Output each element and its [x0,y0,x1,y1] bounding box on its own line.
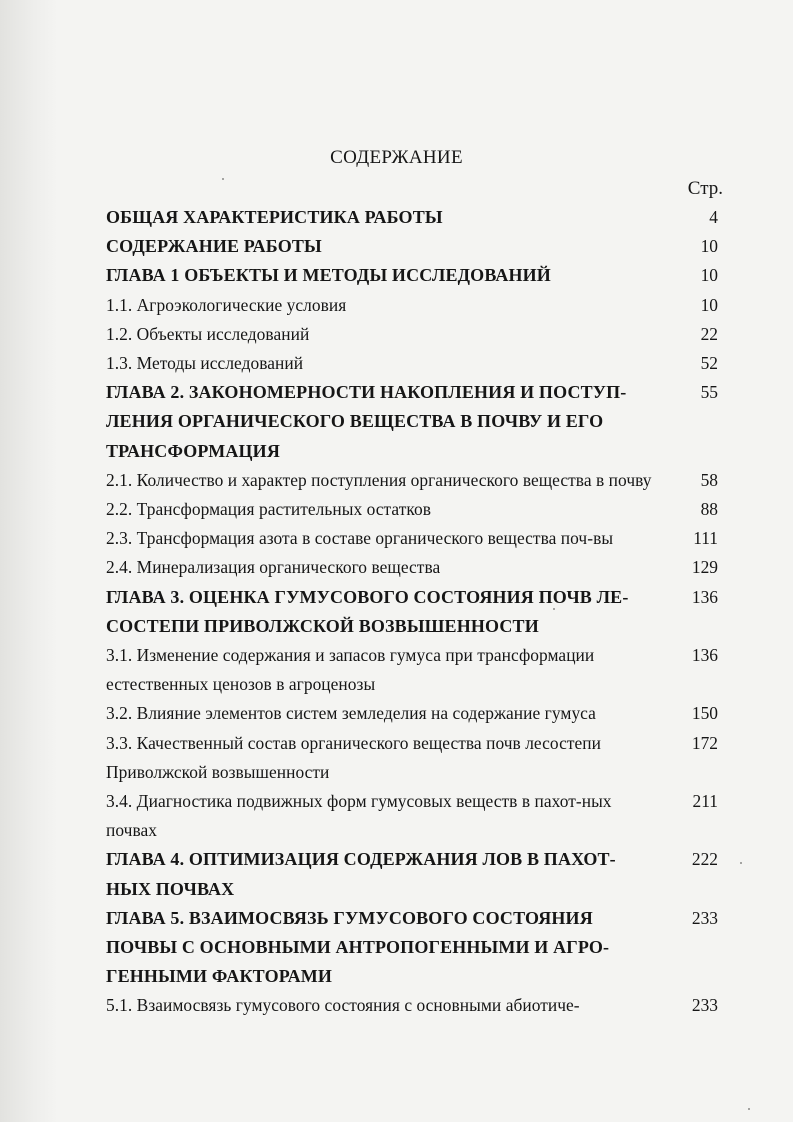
toc-entry [106,291,726,320]
toc-entry [106,904,726,992]
scan-speck [553,608,555,610]
toc-entry-page: 10 [700,265,718,286]
toc-entry-text: 3.4. Диагностика подвижных форм гумусовых веществ в пахот-ных почвах [106,791,612,841]
toc-entry [106,320,726,349]
toc-entry-page: 129 [691,557,718,578]
toc-entry-page: 88 [700,499,718,520]
toc-entry-text: 2.4. Минерализация органического вещества [106,557,441,578]
toc-entry-text: 2.2. Трансформация растительных остатков [106,499,432,520]
toc-entry-page: 150 [691,703,718,724]
toc-entry-page: 233 [691,995,718,1016]
toc-entry-text: СОДЕРЖАНИЕ РАБОТЫ [106,236,322,257]
toc-entry [106,378,726,466]
scan-speck [740,862,742,864]
toc-entry [106,845,726,903]
toc-entry-page: 233 [691,907,718,928]
toc-entry-page: 222 [691,849,718,870]
toc-entry [106,729,726,787]
toc-entry-page: 10 [700,236,718,257]
toc-entry-page: 136 [691,586,718,607]
toc-entry-text: ГЛАВА 3. ОЦЕНКА ГУМУСОВОГО СОСТОЯНИЯ ПОЧВ ЛЕ-СОСТЕПИ ПРИВОЛЖСКОЙ ВОЗВЫШЕННОСТИ [106,586,629,636]
toc-entry-page: 10 [700,294,718,315]
toc-entry-page: 172 [691,732,718,753]
toc-entry-text: 2.3. Трансформация азота в составе органического вещества поч-вы [106,528,614,549]
toc-entry-page: 211 [692,791,718,812]
toc-entry-text: 2.1. Количество и характер поступления органического вещества в почву [106,469,652,490]
toc-entry-text: ОБЩАЯ ХАРАКТЕРИСТИКА РАБОТЫ [106,207,443,227]
toc-entry-text: 5.1. Взаимосвязь гумусового состояния с основными абиотиче- [106,995,580,1016]
scan-speck [222,178,224,180]
toc-entry [106,466,726,495]
table-of-contents [106,203,726,1021]
toc-entry [106,349,726,378]
toc-entry-text: 1.1. Агроэкологические условия [106,294,347,315]
toc-entry [106,787,726,845]
toc-entry [106,553,726,582]
toc-entry-page: 111 [693,528,718,549]
toc-entry-text: ГЛАВА 2. ЗАКОНОМЕРНОСТИ НАКОПЛЕНИЯ И ПОСТУП-ЛЕНИЯ ОРГАНИЧЕСКОГО ВЕЩЕСТВА В ПОЧВУ И ЕГО ТРАНСФОРМАЦИЯ [106,382,627,461]
toc-entry-page: 22 [700,323,718,344]
toc-entry-page: 4 [709,207,718,227]
page-title: СОДЕРЖАНИЕ [330,147,463,168]
toc-entry-page: 58 [700,469,718,490]
toc-entry-text: 3.3. Качественный состав органического вещества почв лесостепи Приволжской возвышенности [106,732,601,782]
toc-entry [106,991,726,1020]
toc-entry-text: 3.1. Изменение содержания и запасов гумуса при трансформации естественных ценозов в агроценозы [106,645,595,695]
toc-entry-text: ГЛАВА 5. ВЗАИМОСВЯЗЬ ГУМУСОВОГО СОСТОЯНИЯ ПОЧВЫ С ОСНОВНЫМИ АНТРОПОГЕННЫМИ И АГРО-ГЕННЫМИ ФАКТОРАМИ [106,907,610,987]
toc-entry-text: ГЛАВА 4. ОПТИМИЗАЦИЯ СОДЕРЖАНИЯ ЛОВ В ПАХОТ-НЫХ ПОЧВАХ [106,849,616,899]
scan-speck [748,1108,750,1110]
toc-entry-page: 55 [700,382,718,403]
toc-entry [106,583,726,641]
toc-entry-text: 1.3. Методы исследований [106,353,304,374]
toc-entry-text: 3.2. Влияние элементов систем земледелия на содержание гумуса [106,703,596,724]
toc-entry [106,232,726,261]
toc-entry-text: ГЛАВА 1 ОБЪЕКТЫ И МЕТОДЫ ИССЛЕДОВАНИЙ [106,265,551,286]
page-column-header: Стр. [687,178,723,199]
toc-entry-text: 1.2. Объекты исследований [106,323,310,344]
toc-entry [106,261,726,290]
toc-entry-page: 52 [700,353,718,374]
toc-entry [106,699,726,728]
toc-entry [106,495,726,524]
toc-entry [106,203,726,232]
toc-entry [106,641,726,699]
toc-entry [106,524,726,553]
toc-entry-page: 136 [691,645,718,666]
